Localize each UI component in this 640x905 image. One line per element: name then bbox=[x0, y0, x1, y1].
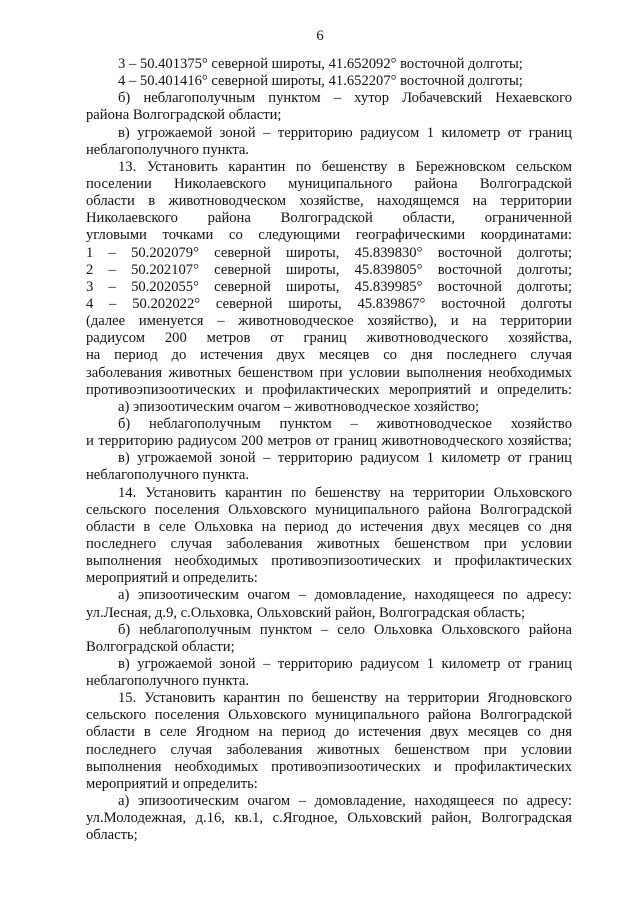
text-line: 4 – 50.202022° северной широты, 45.839867° восточной долготы bbox=[86, 295, 572, 312]
text-line: области в животноводческом хозяйстве, находящемся на территории bbox=[86, 193, 572, 210]
text-line: неблагополучного пункта. bbox=[86, 467, 250, 484]
text-line: б) неблагополучным пунктом – животноводческое хозяйство bbox=[118, 415, 572, 432]
text-line: б) неблагополучным пунктом – хутор Лобачевский Нехаевского bbox=[118, 90, 572, 107]
text-line: сельского поселения Ольховского муниципального района Волгоградской bbox=[86, 501, 572, 518]
text-line: поселении Николаевского муниципального района Волгоградской bbox=[86, 175, 572, 192]
text-line: последнего случая заболевания животных бешенством при условии bbox=[86, 741, 572, 758]
text-line: мероприятий и определить: bbox=[86, 775, 258, 792]
text-line: неблагополучного пункта. bbox=[86, 673, 250, 690]
text-line: Николаевского района Волгоградской области, ограниченной bbox=[86, 210, 572, 227]
text-line: радиусом 200 метров от границ животноводческого хозяйства, bbox=[86, 330, 572, 347]
text-line: а) эпизоотическим очагом – домовладение, находящееся по адресу: bbox=[118, 587, 572, 604]
text-line: 3 – 50.202055° северной широты, 45.839985° восточной долготы; bbox=[86, 278, 572, 295]
text-line: угловыми точками со следующими географическими координатами: bbox=[86, 227, 572, 244]
text-line: неблагополучного пункта. bbox=[86, 141, 250, 158]
text-line: выполнения необходимых противоэпизоотических и профилактических bbox=[86, 553, 572, 570]
text-line: на период до истечения двух месяцев со дня последнего случая bbox=[86, 347, 572, 364]
text-line: 14. Установить карантин по бешенству на территории Ольховского bbox=[118, 484, 572, 501]
text-line: в) угрожаемой зоной – территорию радиусом 1 километр от границ bbox=[118, 124, 572, 141]
text-line: а) эпизоотическим очагом – животноводческое хозяйство; bbox=[118, 398, 480, 415]
text-line: 13. Установить карантин по бешенству в Бережновском сельском bbox=[118, 158, 572, 175]
page-number: 6 bbox=[316, 28, 324, 44]
text-line: сельского поселения Ольховского муниципального района Волгоградской bbox=[86, 707, 572, 724]
text-line: ул.Лесная, д.9, с.Ольховка, Ольховский район, Волгоградская область; bbox=[86, 604, 526, 621]
text-line: область; bbox=[86, 827, 138, 844]
text-line: б) неблагополучным пунктом – село Ольховка Ольховского района bbox=[118, 621, 572, 638]
text-line: в) угрожаемой зоной – территорию радиусом 1 километр от границ bbox=[118, 450, 572, 467]
text-line: (далее именуется – животноводческое хозяйство), и на территории bbox=[86, 313, 572, 330]
text-line: 2 – 50.202107° северной широты, 45.839805° восточной долготы; bbox=[86, 261, 572, 278]
text-line: района Волгоградской области; bbox=[86, 107, 282, 124]
text-line: мероприятий и определить: bbox=[86, 570, 258, 587]
text-line: 3 – 50.401375° северной широты, 41.652092° восточной долготы; bbox=[118, 56, 523, 72]
text-line: и территорию радиусом 200 метров от границ животноводческого хозяйства; bbox=[86, 433, 572, 450]
text-line: 15. Установить карантин по бешенству на территории Ягодновского bbox=[118, 690, 572, 707]
text-line: в) угрожаемой зоной – территорию радиусом 1 километр от границ bbox=[118, 655, 572, 672]
text-line: ул.Молодежная, д.16, кв.1, с.Ягодное, Ольховский район, Волгоградская bbox=[86, 810, 572, 827]
text-line: 1 – 50.202079° северной широты, 45.839830° восточной долготы; bbox=[86, 244, 572, 261]
document-body bbox=[86, 56, 572, 844]
text-line: последнего случая заболевания животных бешенством при условии bbox=[86, 535, 572, 552]
text-line: области в селе Ольховка на период до истечения двух месяцев со дня bbox=[86, 518, 572, 535]
text-line: противоэпизоотических и профилактических мероприятий и определить: bbox=[86, 381, 572, 398]
text-line: заболевания животных бешенством при условии выполнения необходимых bbox=[86, 364, 572, 381]
text-line: а) эпизоотическим очагом – домовладение, находящееся по адресу: bbox=[118, 793, 572, 810]
text-line: области в селе Ягодном на период до истечения двух месяцев со дня bbox=[86, 724, 572, 741]
text-line: Волгоградской области; bbox=[86, 638, 235, 655]
text-line: выполнения необходимых противоэпизоотических и профилактических bbox=[86, 758, 572, 775]
text-line: 4 – 50.401416° северной широты, 41.652207° восточной долготы; bbox=[118, 73, 523, 90]
